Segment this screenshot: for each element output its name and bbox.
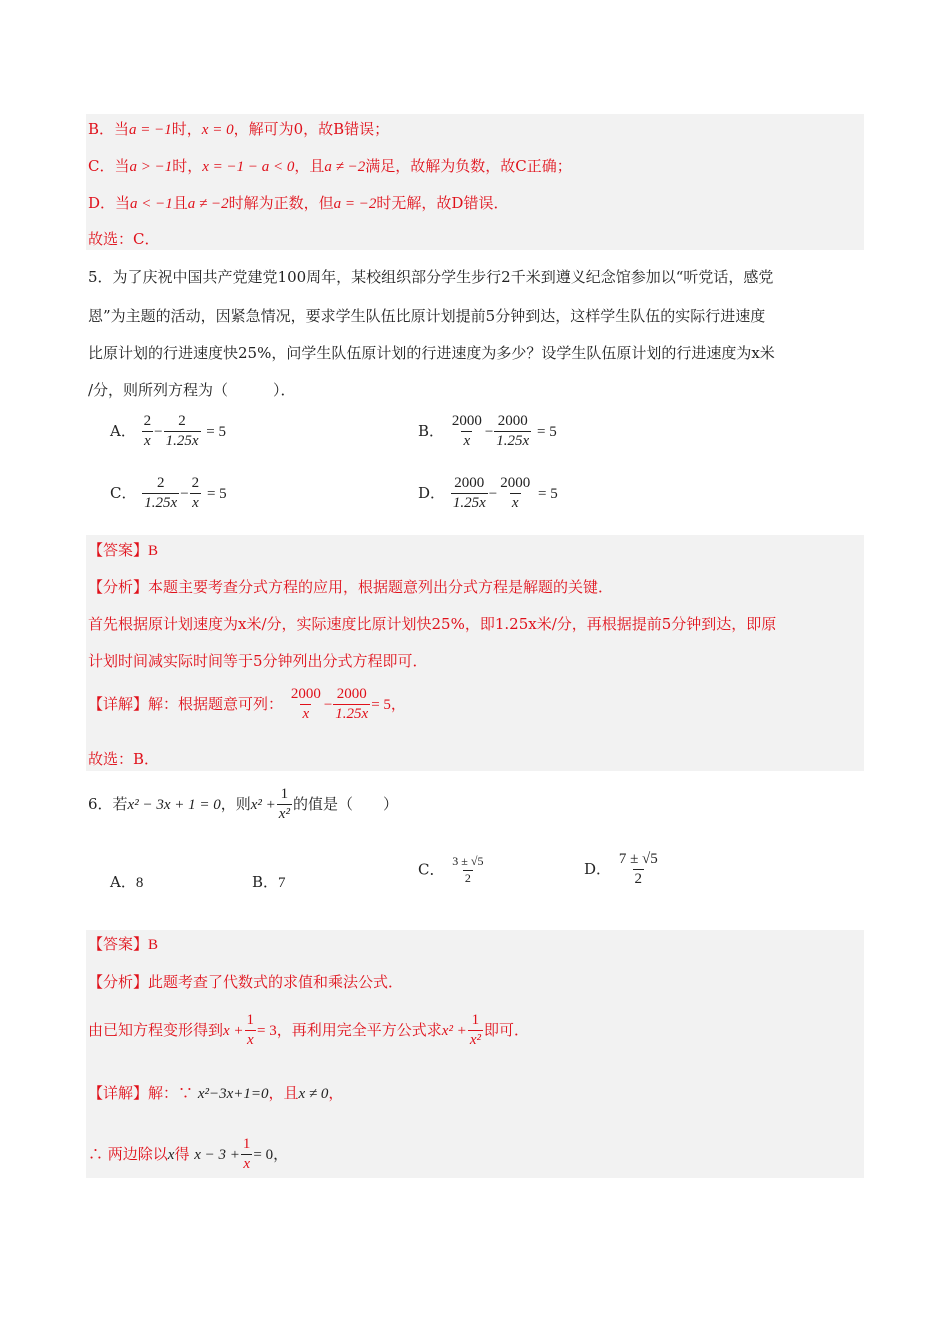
solution-line-d: [88, 196, 508, 212]
analysis-tag: 【分析】: [88, 578, 149, 596]
q6-equation: x² − 3x + 1 = 0: [127, 796, 221, 813]
detail1-pre: 解：∵: [148, 1084, 194, 1102]
q5-option-c[interactable]: C． $\frac{2}{1.25x}$ − $\frac{2}{x}$ = 5: [110, 475, 227, 512]
line-d-mid2: 时解为正数，但: [228, 194, 334, 212]
rhs: = 5: [537, 485, 558, 502]
q5-line3: 比原计划的行进速度快25%，问学生队伍原计划的行进速度为多少？设学生队伍原计划的行进速度为x米: [88, 344, 775, 362]
analysis-text: 此题考查了代数式的求值和乘法公式．: [148, 973, 404, 991]
denominator: x²: [278, 806, 290, 823]
line-c-math1: a > −1: [129, 159, 173, 175]
fraction: [289, 686, 323, 724]
fraction: [451, 475, 488, 513]
q6-answer: [88, 937, 158, 953]
solution-line-c: [88, 159, 572, 175]
analysis2-expr2: x² +: [441, 1022, 467, 1039]
analysis-text: 本题主要考查分式方程的应用，根据题意列出分式方程是解题的关键．: [148, 578, 614, 596]
q5-line2: 恩”为主题的活动，因紧急情况，要求学生队伍比原计划提前5分钟到达，这样学生队伍的实际行进速度: [88, 307, 766, 325]
analysis2-expr1: x +: [223, 1022, 244, 1039]
fraction: [164, 413, 201, 451]
denominator: 1.25x: [144, 495, 178, 512]
q6-detail-line2: [88, 1136, 288, 1174]
line-b-mid: 时，: [171, 120, 202, 138]
denominator: 1.25x: [165, 433, 199, 450]
q6-option-d[interactable]: [584, 851, 661, 889]
line-b-post: ，解可为0，故B错误；: [233, 120, 390, 138]
numerator: 1: [471, 1012, 480, 1028]
line-c-mid1: 时，: [172, 157, 203, 175]
detail-tag: 【详解】: [88, 1084, 149, 1102]
q6-detail-line1: [88, 1086, 343, 1102]
fraction: [617, 851, 660, 889]
numerator: 1: [246, 1012, 255, 1028]
q5-analysis-line3: 计划时间减实际时间等于5分钟列出分式方程即可．: [88, 652, 428, 670]
analysis2-rhs: = 3: [257, 1022, 277, 1039]
numerator: 2000: [500, 475, 531, 491]
fraction: [498, 475, 532, 513]
detail2-mid: 得: [174, 1144, 190, 1163]
option-label: D．: [418, 483, 446, 502]
answer-value: B: [148, 937, 159, 953]
detail2-pre: ∴ 两边除以: [88, 1144, 168, 1163]
q6-option-a[interactable]: [110, 875, 143, 891]
numerator: 2000: [497, 413, 528, 429]
denominator: 2: [634, 871, 643, 888]
denominator: x: [243, 1156, 250, 1173]
detail2-post: = 0，: [253, 1146, 289, 1163]
denominator: 1.25x: [335, 706, 369, 723]
line-b-math1: a = −1: [129, 122, 172, 138]
q6-stem: [88, 786, 398, 824]
fraction: [277, 786, 292, 824]
fraction: [142, 413, 154, 451]
line-d-math1: a < −1: [130, 196, 173, 212]
fraction: [245, 1012, 257, 1050]
numerator: 2000: [336, 686, 367, 702]
analysis2-pre: 由已知方程变形得到: [88, 1020, 224, 1039]
q6-option-c[interactable]: [418, 855, 486, 886]
rhs: = 5: [206, 485, 227, 502]
rhs: = 5，: [371, 696, 406, 713]
q5-option-b[interactable]: B． $\frac{2000}{x}$ − $\frac{2000}{1.25x}$ = 5: [418, 413, 557, 450]
numerator: 2000: [290, 686, 321, 702]
q6-pre: 6．若: [88, 794, 128, 813]
detail-tag: 【详解】: [88, 694, 149, 713]
line-b-math2: x = 0: [201, 122, 234, 138]
fraction: [450, 855, 485, 886]
detail1-mid: ，且: [268, 1084, 299, 1102]
detail2-expr: x − 3 +: [194, 1146, 240, 1163]
numerator: 2: [143, 413, 152, 429]
line-d-pre: D．当: [88, 194, 131, 212]
q5-line4: /分，则所列方程为（ ）．: [88, 381, 296, 399]
line-c-post: 满足，故解为负数，故C正确；: [365, 157, 572, 175]
denominator: x: [302, 706, 310, 723]
option-label: A．: [110, 873, 136, 891]
q6-analysis-line2: [88, 1012, 529, 1050]
fraction: [241, 1136, 253, 1174]
line-b-pre: B．当: [88, 120, 130, 138]
detail-text: 解：根据题意可列：: [148, 694, 284, 713]
line-d-math2: a ≠ −2: [187, 196, 229, 212]
rhs: = 5: [536, 423, 557, 440]
line-c-math3: a ≠ −2: [324, 159, 366, 175]
numerator: 2: [178, 413, 186, 429]
numerator: 2: [191, 475, 200, 491]
rhs: = 5: [206, 423, 227, 440]
option-label: C．: [418, 860, 445, 879]
fraction: [190, 475, 202, 513]
line-c-pre: C．当: [88, 157, 130, 175]
line-c-mid2: ，且: [294, 157, 325, 175]
numerator: 1: [280, 786, 289, 802]
option-label: B．: [252, 873, 279, 891]
numerator: 3 ± √5: [452, 854, 484, 868]
numerator: 2000: [454, 475, 485, 491]
detail1-post: ，: [328, 1084, 344, 1102]
denominator: x: [246, 1032, 254, 1049]
analysis2-mid: ，再利用完全平方公式求: [276, 1020, 442, 1039]
answer-tag: 【答案】: [88, 541, 149, 559]
detail1-equation: x²−3x+1=0: [197, 1086, 269, 1102]
solution-line-b: [88, 122, 389, 138]
fraction: [333, 686, 370, 724]
numerator: 2: [156, 475, 165, 491]
denominator: 2: [464, 870, 471, 885]
q5-analysis-line1: [88, 580, 613, 595]
line-d-mid1: 且: [172, 194, 188, 212]
denominator: x: [192, 495, 199, 512]
option-value: 7: [278, 875, 286, 891]
denominator: x²: [469, 1032, 481, 1049]
detail1-condition: x ≠ 0: [298, 1086, 329, 1102]
line-d-math3: a = −2: [333, 196, 377, 212]
denominator: 1.25x: [496, 433, 530, 450]
q5-option-d[interactable]: D． $\frac{2000}{1.25x}$ − $\frac{2000}{x}$ = 5: [418, 475, 558, 512]
q5-line1: 5．为了庆祝中国共产党建党100周年，某校组织部分学生步行2千米到遵义纪念馆参加以“听党话，感党: [88, 268, 774, 286]
option-label: B．: [418, 421, 445, 440]
numerator: 7 ± √5: [618, 851, 658, 867]
denominator: x: [144, 433, 151, 450]
prev-choose: 故选：C．: [88, 230, 160, 248]
option-label: C．: [110, 483, 137, 502]
numerator: 1: [242, 1136, 251, 1152]
fraction: [142, 475, 179, 513]
option-label: D．: [584, 859, 612, 878]
fraction: [450, 413, 484, 451]
q5-detail: 【详解】解：根据题意可列： $\frac{2000}{x}$ − $\frac{2000}{1.25x}$ = 5，: [88, 686, 406, 723]
line-d-post: 时无解，故D错误．: [376, 194, 509, 212]
q5-answer: [88, 543, 158, 559]
q5-option-a[interactable]: A． $\frac{2}{x}$ − $\frac{2}{1.25x}$ = 5: [110, 413, 227, 450]
denominator: 1.25x: [452, 495, 486, 512]
q6-expr: x² +: [250, 796, 276, 813]
detail2-var: x: [167, 1146, 175, 1163]
answer-tag: 【答案】: [88, 935, 149, 953]
q5-analysis-line2: 首先根据原计划速度为x米/分，实际速度比原计划快25%，即1.25x米/分，再根据提前5分钟到达，即原: [88, 615, 777, 633]
q5-choose: 故选：B．: [88, 750, 160, 768]
answer-value: B: [148, 543, 159, 559]
numerator: 2000: [451, 413, 482, 429]
q6-analysis-line1: [88, 975, 403, 990]
line-c-math2: x = −1 − a < 0: [202, 159, 295, 175]
analysis2-post: 即可．: [483, 1020, 529, 1039]
denominator: x: [511, 495, 519, 512]
analysis-tag: 【分析】: [88, 973, 149, 991]
denominator: x: [463, 433, 471, 450]
q6-post: 的值是（ ）: [292, 794, 398, 813]
option-value: 8: [135, 875, 144, 891]
fraction: [468, 1012, 483, 1050]
q6-mid: ，则: [220, 794, 251, 813]
option-label: A．: [110, 421, 136, 440]
fraction: [494, 413, 531, 451]
q6-option-b[interactable]: [252, 875, 286, 891]
